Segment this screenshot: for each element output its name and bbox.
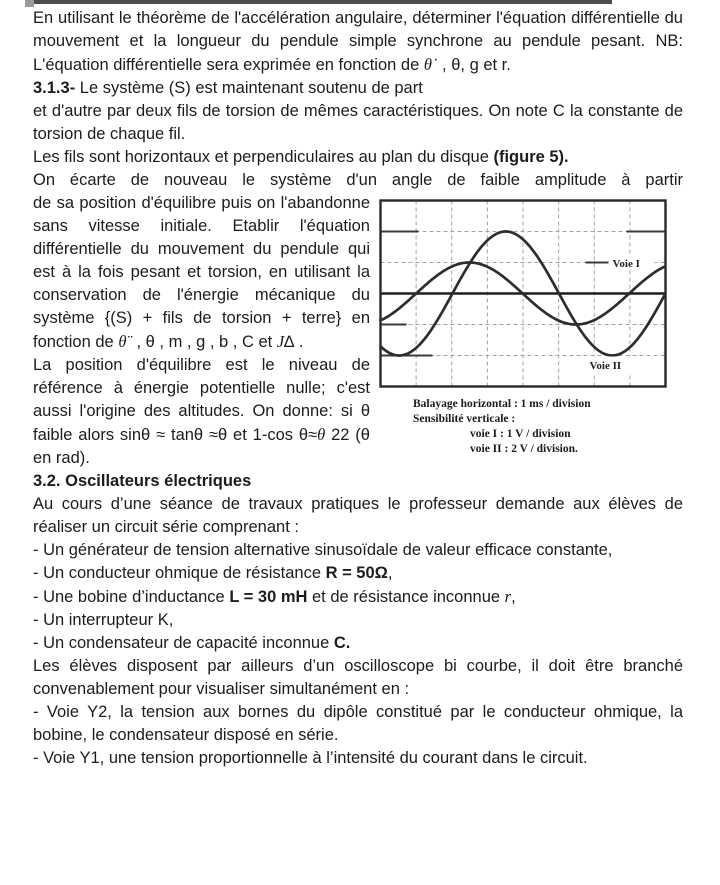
paragraph-3-1-3	[33, 77, 683, 100]
list-item-voie-y2	[33, 701, 683, 747]
caption-sweep: Balayage horizontal : 1 ms / division	[413, 398, 591, 410]
scope-label-1: Voie I	[612, 258, 640, 270]
text-run: , θ, g et r.	[437, 56, 511, 74]
text-run: et de résistance inconnue	[307, 588, 505, 606]
text-run: - Un conducteur ohmique de résistance	[33, 564, 326, 582]
text-run: - Un générateur de tension alternative sinusoïdale de valeur efficace constante,	[33, 541, 613, 559]
text-run: 22 (θ en rad).	[33, 426, 370, 467]
scan-artifact-stub	[25, 0, 34, 7]
section-number-3-1-3: 3.1.3-	[33, 79, 76, 97]
text-run: de sa position d'équilibre puis on l'abandonne sans vitesse initiale. Etablir l'équation différentielle du mouvement du pendule qui est à la fois pesant et torsion, en utilisant la conservation de l'énergie mécanique du système {(S) + fils de torsion + terre} en fonction de	[33, 194, 370, 351]
text-run: et d'autre par deux fils de torsion de mêmes caractéristiques. On note C la constante de torsion de chaque fil.	[33, 102, 683, 143]
value-capacite: C.	[333, 634, 351, 652]
caption-sensitivity-title: Sensibilité verticale :	[413, 413, 516, 425]
text-run: - Une bobine d’inductance	[33, 588, 230, 606]
heading-3-2: 3.2. Oscillateurs électriques	[33, 472, 252, 490]
math-r: r	[504, 587, 512, 606]
paragraph-theoreme-acceleration	[33, 7, 683, 77]
list-item-conducteur	[33, 562, 683, 585]
text-run: Le système (S) est maintenant soutenu de part	[75, 79, 423, 97]
caption-voie2-sensitivity: voie II : 2 V / division.	[470, 443, 578, 455]
text-run: Les élèves disposent par ailleurs d’un oscilloscope bi courbe, il doit être branché convenablement pour visualiser simultanément en :	[33, 657, 683, 698]
scope-label-2: Voie II	[589, 360, 622, 372]
text-run: - Voie Y2, la tension aux bornes du dipôle constitué par le conducteur ohmique, la bobine, le condensateur disposé en série.	[33, 703, 683, 744]
paragraph-figure5-ref	[33, 146, 683, 169]
math-theta-dot: θ˙	[423, 55, 438, 74]
value-resistance: R = 50Ω	[325, 564, 388, 582]
text-run: , θ , m , g , b , C et	[131, 333, 277, 351]
text-run: ,	[511, 588, 516, 606]
list-item-bobine	[33, 585, 683, 609]
math-J: J	[276, 332, 285, 351]
list-item-interrupteur	[33, 609, 683, 632]
paragraph-ecarte	[33, 169, 683, 192]
text-run: La position d'équilibre est le niveau de référence à énergie potentielle nulle; c'est aussi l'origine des altitudes. On donne: si θ faible alors sinθ ≈ tanθ ≈θ et 1-cos θ≈	[33, 356, 370, 444]
value-inductance: L = 30 mH	[229, 588, 308, 606]
text-run: ,	[387, 564, 393, 582]
figure-caption	[413, 397, 683, 457]
text-run: On écarte de nouveau le système d'un angle de faible amplitude à partir	[33, 171, 683, 189]
text-run: - Un interrupteur K,	[33, 611, 174, 629]
list-item-voie-y1	[33, 747, 683, 770]
caption-voie1-sensitivity: voie I : 1 V / division	[470, 428, 571, 440]
text-run: - Voie Y1, une tension proportionnelle à l’intensité du courant dans le circuit.	[33, 749, 588, 767]
text-run: En utilisant le théorème de l'accélération angulaire, déterminer l'équation différentielle du mouvement et la longueur du pendule simple synchrone au pendule pesant. NB: L'équation différentielle sera exprimée en fonction de	[33, 9, 683, 74]
text-run: Les fils sont horizontaux et perpendiculaires au plan du disque	[33, 148, 494, 166]
paragraph-fils-torsion	[33, 100, 683, 146]
oscilloscope-screen	[378, 198, 668, 389]
list-item-condensateur	[33, 632, 683, 655]
list-item-generateur	[33, 539, 683, 562]
figure5-reference: (figure 5).	[493, 148, 569, 166]
paragraph-oscilloscope	[33, 655, 683, 701]
text-run: Au cours d’une séance de travaux pratiques le professeur demande aux élèves de réaliser un circuit série comprenant :	[33, 495, 683, 536]
figure-5	[378, 198, 683, 457]
document-content	[33, 7, 683, 770]
math-theta: θ	[317, 425, 326, 444]
paragraph-seance-tp	[33, 493, 683, 539]
math-theta-double-dot: θ¨	[118, 332, 132, 351]
text-run: - Un condensateur de capacité inconnue	[33, 634, 334, 652]
scan-artifact-top-bar	[34, 0, 612, 4]
text-run: ∆ .	[284, 333, 304, 351]
